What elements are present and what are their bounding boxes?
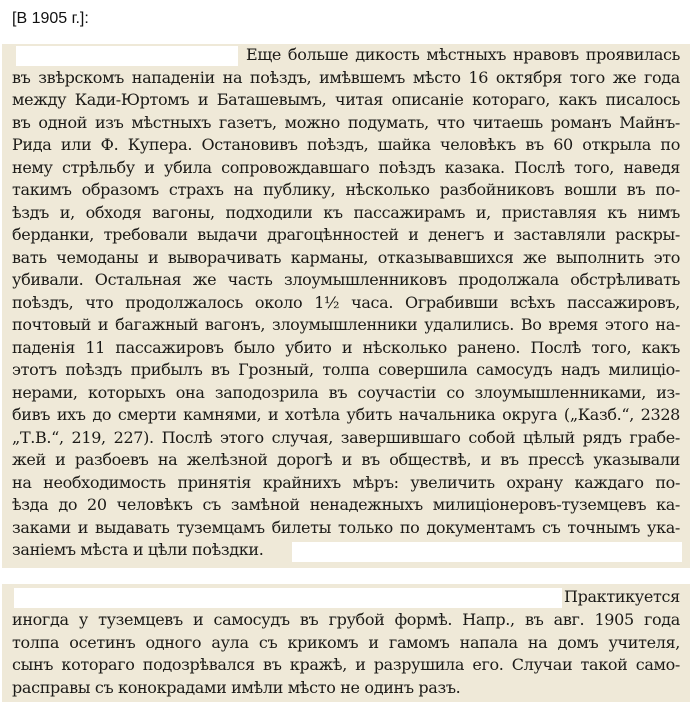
text-line: паденія 11 пассажировъ было убито и нѣсколько ранено. Послѣ того, какъ: [12, 337, 680, 357]
text-line: берданки, требовали выдачи драгоцѣнностей и денегъ и заставляли раскры-: [12, 225, 680, 244]
text-line: поѣздъ, что продолжалось около 1½ часа. Ограбивши всѣхъ пассажировъ,: [12, 292, 680, 312]
text-line: такимъ образомъ страхъ на публику, нѣсколько разбойниковъ вошли въ по-: [12, 180, 680, 199]
text-line: этотъ поѣздъ прибылъ въ Грозный, толпа совершила самосудъ надъ милиціо-: [12, 360, 680, 379]
text-line: Практикуется: [564, 587, 680, 606]
text-line: нерами, которыхъ она заподозрила въ соучастіи со злоумышленниками, из-: [12, 382, 680, 402]
text-line: между Кади-Юртомъ и Баташевымъ, читая описаніе котораго, какъ писалось: [12, 90, 680, 109]
text-line: на необходимость принятія крайнихъ мѣръ: увеличить охрану каждаго по-: [12, 472, 680, 492]
text-line: почтовый и багажный вагонъ, злоумышленники удалились. Во время этого на-: [12, 315, 680, 334]
text-line: бивъ ихъ до смерти камнями, и хотѣла убить начальника округа („Казб.“, 2328: [12, 405, 680, 424]
text-line: нему стрѣльбу и убила сопровождавшаго поѣздъ казака. Послѣ того, наведя: [12, 157, 680, 177]
text-line: „Т.В.“, 219, 227). Послѣ этого случая, завершившаго собой цѣлый рядъ грабе-: [12, 427, 680, 447]
text-line: въ одной изъ мѣстныхъ газетъ, можно подумать, что читаешь романъ Майнъ-: [12, 112, 680, 132]
text-line: толпа осетинъ одного аула съ крикомъ и гамомъ напала на домъ учителя,: [12, 632, 680, 652]
page-caption: [В 1905 г.]:: [12, 10, 89, 27]
text-line: заніемъ мѣста и цѣли поѣздки.: [12, 540, 264, 559]
redaction-block: [16, 46, 238, 66]
text-line: расправы съ конокрадами имѣли мѣсто не одинъ разъ.: [12, 677, 461, 697]
text-line: ѣздъ и, обходя вагоны, подходили къ пассажирамъ и, приставляя къ нимъ: [12, 202, 680, 222]
scanned-text-fragment-2: [2, 584, 690, 702]
text-line: Рида или Ф. Купера. Остановивъ поѣздъ, шайка человѣкъ въ 60 открыла по: [12, 135, 680, 154]
scanned-text-fragment-1: [2, 44, 690, 568]
text-line: Еще больше дикость мѣстныхъ нравовъ проявилась: [246, 45, 680, 64]
text-line: заками и выдавать туземцамъ билеты только по документамъ съ точнымъ ука-: [12, 517, 680, 537]
text-line: въ звѣрскомъ нападеніи на поѣздъ, имѣвшемъ мѣсто 16 октября того же года: [12, 67, 680, 87]
text-line: убивали. Остальная же часть злоумышленниковъ продолжала обстрѣливать: [12, 270, 680, 289]
text-line: сынъ котораго подозрѣвался въ кражѣ, и разрушила его. Случаи такой само-: [12, 655, 680, 674]
redaction-block: [14, 588, 562, 608]
text-line: иногда у туземцевъ и самосудъ въ грубой формѣ. Напр., въ авг. 1905 года: [12, 610, 680, 629]
text-line: вать чемоданы и выворачивать карманы, отказывавшихся же выполнить это: [12, 247, 680, 267]
text-line: жей и разбоевъ на желѣзной дорогѣ и въ обществѣ, и въ прессѣ указывали: [12, 450, 680, 469]
redaction-block: [292, 542, 682, 562]
text-line: ѣзда до 20 человѣкъ съ замѣной ненадежныхъ милиціонеровъ-туземцевъ ка-: [12, 495, 680, 514]
